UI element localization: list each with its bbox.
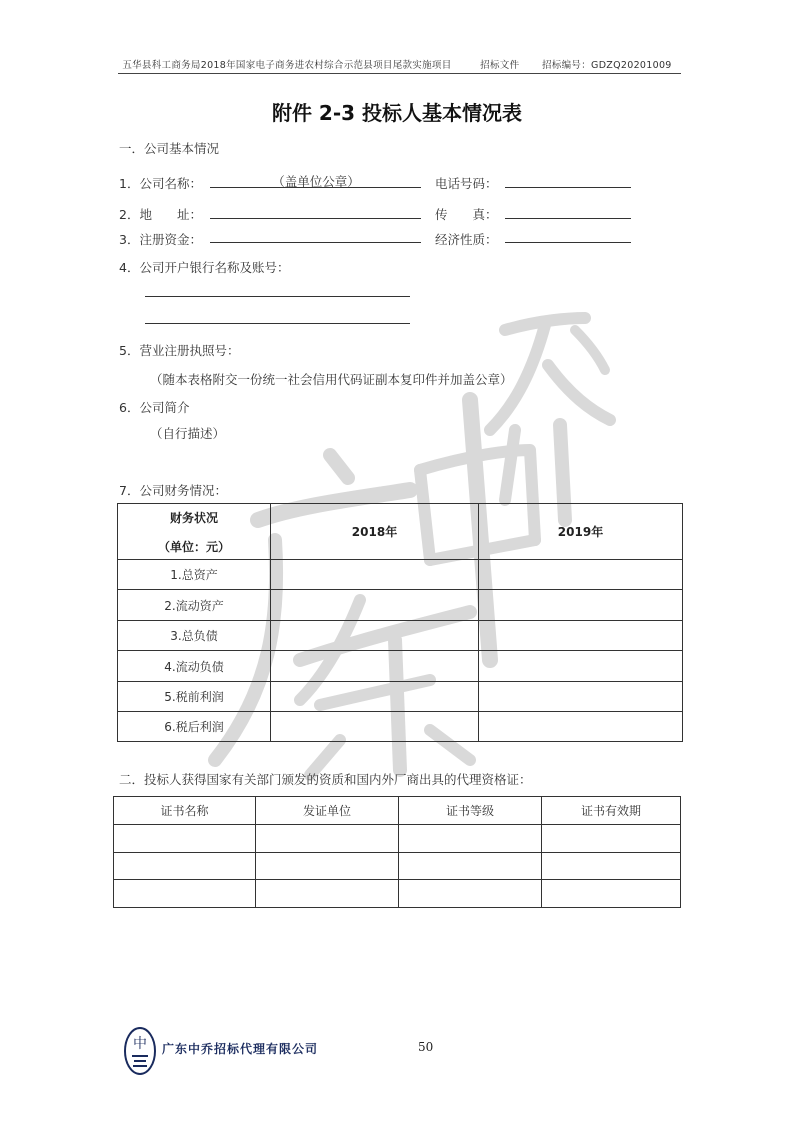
table-row	[118, 682, 683, 712]
page-number: 50	[418, 1040, 434, 1054]
cert-cell[interactable]	[399, 880, 542, 908]
cert-cell[interactable]	[399, 825, 542, 853]
finance-cell-2018[interactable]	[271, 590, 479, 621]
page-title: 附件 2-3 投标人基本情况表	[271, 101, 523, 125]
section-1-heading: 一．公司基本情况	[119, 141, 220, 156]
finance-cell-2018[interactable]	[271, 621, 479, 651]
license-label: 5．营业注册执照号：	[119, 343, 240, 358]
finance-header-status	[118, 504, 271, 560]
profile-label: 6．公司简介	[119, 400, 190, 415]
cert-cell[interactable]	[114, 825, 256, 853]
finance-row-label: 4.流动负债	[118, 651, 271, 682]
cert-cell[interactable]	[114, 853, 256, 880]
cert-cell[interactable]	[542, 853, 681, 880]
finance-row-label: 2.流动资产	[118, 590, 271, 621]
bank-label: 4．公司开户银行名称及账号：	[119, 260, 290, 275]
finance-header-row	[118, 504, 683, 560]
finance-header-line2: （单位：元）	[157, 539, 230, 554]
cert-cell[interactable]	[256, 880, 399, 908]
header-rule	[118, 73, 681, 74]
header-doc-type: 招标文件	[480, 60, 520, 71]
company-logo-icon	[124, 1026, 156, 1076]
finance-header-2018: 2018年	[271, 504, 479, 560]
fax-label: 传 真：	[435, 207, 498, 222]
finance-label: 7．公司财务情况：	[119, 483, 227, 498]
header-project: 五华县科工商务局2018年国家电子商务进农村综合示范县项目尾款实施项目	[122, 60, 452, 71]
certificate-table	[113, 796, 681, 908]
capital-field[interactable]	[210, 242, 421, 243]
finance-cell-2019[interactable]	[479, 682, 683, 712]
table-row	[114, 880, 681, 908]
bank-account-field[interactable]	[145, 323, 410, 324]
cert-header-validity: 证书有效期	[542, 797, 681, 825]
finance-row-label: 5.税前利润	[118, 682, 271, 712]
cert-header-issuer: 发证单位	[256, 797, 399, 825]
finance-header-2019: 2019年	[479, 504, 683, 560]
section-2-heading: 二．投标人获得国家有关部门颁发的资质和国内外厂商出具的代理资格证：	[119, 772, 532, 787]
table-row	[114, 853, 681, 880]
phone-label: 电话号码：	[435, 176, 498, 191]
cert-cell[interactable]	[114, 880, 256, 908]
finance-cell-2019[interactable]	[479, 712, 683, 742]
economy-label: 经济性质：	[435, 232, 498, 247]
finance-cell-2019[interactable]	[479, 621, 683, 651]
cert-cell[interactable]	[256, 825, 399, 853]
table-row	[114, 825, 681, 853]
address-field[interactable]	[210, 218, 421, 219]
address-label: 2．地 址：	[119, 207, 202, 222]
header-tender-no: 招标编号：GDZQ20201009	[542, 60, 672, 71]
finance-cell-2018[interactable]	[271, 651, 479, 682]
cert-cell[interactable]	[256, 853, 399, 880]
table-row	[118, 621, 683, 651]
finance-cell-2018[interactable]	[271, 682, 479, 712]
table-row	[118, 560, 683, 590]
table-row	[118, 590, 683, 621]
finance-table	[117, 503, 683, 742]
company-name-label: 1．公司名称：	[119, 176, 202, 191]
cert-header-level: 证书等级	[399, 797, 542, 825]
phone-field[interactable]	[505, 187, 631, 188]
economy-field[interactable]	[505, 242, 631, 243]
logo-char: 中	[133, 1036, 147, 1052]
bank-name-field[interactable]	[145, 296, 410, 297]
cert-header-name: 证书名称	[114, 797, 256, 825]
page-header	[0, 57, 794, 71]
certificate-header-row	[114, 797, 681, 825]
table-row	[118, 651, 683, 682]
table-row	[118, 712, 683, 742]
finance-cell-2019[interactable]	[479, 651, 683, 682]
finance-cell-2018[interactable]	[271, 560, 479, 590]
finance-row-label: 6.税后利润	[118, 712, 271, 742]
finance-row-label: 3.总负债	[118, 621, 271, 651]
capital-label: 3．注册资金：	[119, 232, 202, 247]
finance-cell-2018[interactable]	[271, 712, 479, 742]
finance-cell-2019[interactable]	[479, 590, 683, 621]
license-hint: （随本表格附交一份统一社会信用代码证副本复印件并加盖公章）	[150, 372, 513, 387]
cert-cell[interactable]	[399, 853, 542, 880]
fax-field[interactable]	[505, 218, 631, 219]
profile-hint: （自行描述）	[150, 426, 226, 441]
cert-cell[interactable]	[542, 880, 681, 908]
finance-row-label: 1.总资产	[118, 560, 271, 590]
finance-cell-2019[interactable]	[479, 560, 683, 590]
cert-cell[interactable]	[542, 825, 681, 853]
footer-company-name: 广东中乔招标代理有限公司	[162, 1042, 319, 1056]
stamp-hint: （盖单位公章）	[272, 174, 360, 189]
finance-header-line1: 财务状况	[169, 510, 218, 525]
